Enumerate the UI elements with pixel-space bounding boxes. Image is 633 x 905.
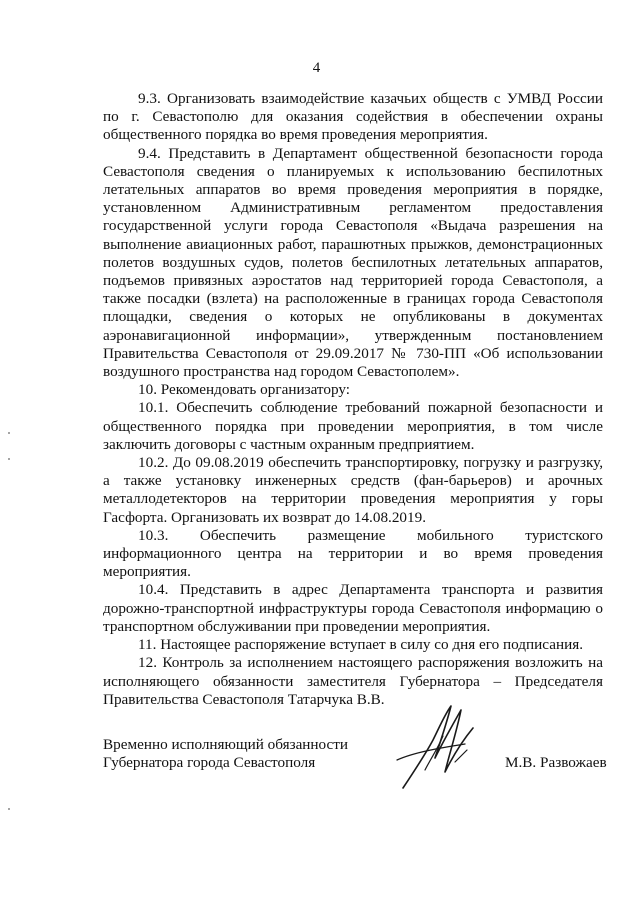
signatory-name: М.В. Развожаев (505, 754, 607, 771)
signatory-position (103, 736, 348, 772)
paragraph-12: 12. Контроль за исполнением настоящего распоряжения возложить на исполняющего обязанности заместителя Губернатора – Председателя Правительства Севастополя Татарчука В.В. (103, 654, 603, 708)
paragraph-10-4: 10.4. Представить в адрес Департамента транспорта и развития дорожно-транспортной инфраструктуры города Севастополя информацию о транспортном обслуживании при проведении мероприятия. (103, 581, 603, 635)
scan-speck (8, 808, 10, 810)
signatory-position-line2: Губернатора города Севастополя (103, 754, 316, 772)
paragraph-9-3: 9.3. Организовать взаимодействие казачьих обществ с УМВД России по г. Севастополю для оказания содействия в обеспечении охраны общественного порядка во время проведения мероприятия. (103, 90, 603, 144)
paragraph-9-4: 9.4. Представить в Департамент общественной безопасности города Севастополя сведения о планируемых к использованию беспилотных летательных аппаратов во время проведения мероприятия в порядке, установленном Административным регламентом предоставления государственной услуги города Севастополя «Выдача разрешения на выполнение авиационных работ, парашютных прыжков, демонстрационных полетов воздушных судов, полетов беспилотных летательных аппаратов, подъемов привязных аэростатов над территорией города Севастополя, а также посадки (взлета) на расположенные в границах города Севастополя площадки, сведения о которых не опубликованы в документах аэронавигационной информации», утвержденным постановлением Правительства Севастополя от 29.09.2017 № 730-ПП «Об использовании воздушного пространства над городом Севастополем». (103, 144, 603, 381)
paragraph-10: 10. Рекомендовать организатору: (138, 381, 350, 399)
scan-speck (8, 458, 10, 460)
page-number: 4 (312, 60, 321, 76)
scan-speck (8, 432, 10, 434)
handwritten-signature (395, 700, 485, 795)
paragraph-10-1: 10.1. Обеспечить соблюдение требований пожарной безопасности и общественного порядка при проведении мероприятия, в том числе заключить договоры с частным охранным предприятием. (103, 399, 603, 453)
paragraph-11: 11. Настоящее распоряжение вступает в силу со дня его подписания. (138, 636, 583, 654)
document-body (103, 90, 603, 709)
paragraph-10-2: 10.2. До 09.08.2019 обеспечить транспортировку, погрузку и разгрузку, а также установку инженерных средств (фан-барьеров) и арочных металлодетекторов на территории проведения мероприятия у горы Гасфорта. Организовать их возврат до 14.08.2019. (103, 454, 603, 526)
paragraph-10-3: 10.3. Обеспечить размещение мобильного туристского информационного центра на территории и во время проведения мероприятия. (103, 526, 603, 581)
signatory-position-line1: Временно исполняющий обязанности (103, 736, 349, 753)
